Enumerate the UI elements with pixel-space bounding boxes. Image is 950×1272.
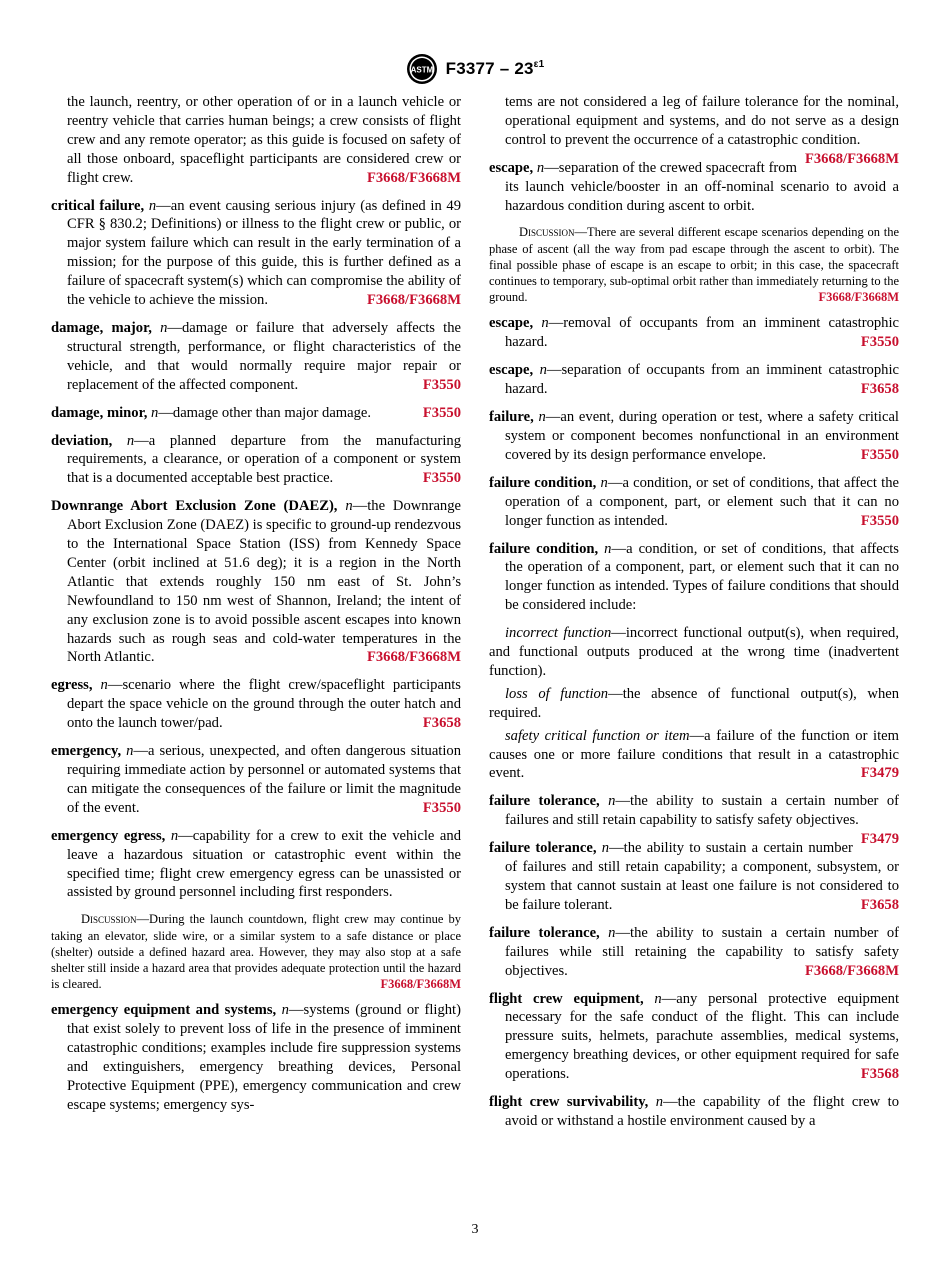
standard-reference: F3658	[422, 715, 461, 732]
term: damage, minor,	[51, 404, 148, 421]
standard-reference: F3479	[860, 831, 899, 848]
term: flight crew survivability,	[489, 1094, 649, 1111]
sub-definition: loss of function—the absence of functional output(s), when required.	[489, 685, 900, 721]
term: failure tolerance,	[489, 924, 600, 941]
definition-entry: damage, minor, n—damage other than major damage. F3550	[51, 404, 461, 421]
epsilon-mark: ε1	[533, 59, 545, 70]
standard-reference: F3550	[422, 799, 461, 816]
term: emergency,	[51, 743, 122, 760]
standard-reference: F3550	[860, 334, 899, 351]
standard-reference: F3550	[422, 470, 461, 487]
discussion-note: Discussion—There are several different escape scenarios depending on the phase of ascent (all the way from pad escape through the ascent to orbit). The final possible phase of escape is an escape to orbit; in this case, the spacecraft continues to temporary, sub-optimal orbit rather than immediately returning to the ground. F3668/F3668M	[489, 225, 899, 305]
definition-entry: damage, major, n—damage or failure that adversely affects the structural strength, performance, or flight characteristics of the vehicle, and that would normally require major repair or replacement of the affected component. F3550	[51, 319, 461, 393]
term: failure tolerance,	[489, 840, 597, 857]
definition-entry: emergency, n—a serious, unexpected, and often dangerous situation requiring immediate action by personnel or automated systems that can mitigate the consequences of the failure or limit the magnitude of the event. F3550	[51, 743, 461, 816]
definition-continuation: tems are not considered a leg of failure tolerance for the nominal, operational equipment and systems, and do not serve as a design control to prevent the occurrence of a catastrophic condition. F3668/F3668M	[505, 94, 899, 167]
discussion-note: Discussion—During the launch countdown, flight crew may continue by taking an elevator, slide wire, or a similar system to a safe distance or place (shelter) outside a defined hazard area. However, they may also stop at a safe shelter still inside a hazard area that provides adequate protection until the hazard is cleared. F3668/F3668M	[51, 912, 461, 992]
right-column	[489, 93, 899, 1140]
standard-reference: F3668/F3668M	[804, 962, 899, 979]
page-header	[0, 52, 950, 86]
definition-entry: deviation, n—a planned departure from the manufacturing requirements, a clearance, or operation of a component or system that is a documented acceptable best practice. F3550	[51, 432, 461, 487]
left-column	[51, 93, 461, 1124]
astm-logo-icon	[406, 53, 438, 85]
term: Downrange Abort Exclusion Zone (DAEZ),	[51, 498, 338, 515]
term: emergency egress,	[51, 827, 166, 844]
sub-term: loss of function	[505, 685, 609, 702]
definition-entry: critical failure, n—an event causing serious injury (as defined in 49 CFR § 830.2; Definitions) or illness to the flight crew or public, or major system failure which can result in the early termination of a mission; for the purpose of this guide, this is further defined as a failure of spacecraft system(s) which can compromise the ability of the vehicle to achieve the mission. F3668/F3668M	[51, 197, 462, 309]
standard-reference: F3668/F3668M	[366, 649, 461, 666]
standard-reference: F3658	[860, 381, 899, 398]
standard-reference: F3668/F3668M	[380, 977, 461, 992]
definition-entry: escape, n—removal of occupants from an imminent catastrophic hazard. F3550	[489, 315, 899, 351]
term: flight crew equipment,	[489, 990, 644, 1007]
term: emergency equipment and systems,	[51, 1002, 277, 1019]
standard-designation: $F3377 - 23^{\varepsilon 1}$	[445, 59, 545, 78]
term: deviation,	[51, 432, 113, 449]
term: failure,	[489, 409, 534, 426]
term: failure condition,	[489, 540, 599, 557]
sub-term: incorrect function	[505, 625, 612, 642]
standard-reference: F3668/F3668M	[366, 292, 461, 309]
definition-entry: emergency equipment and systems, n—systems (ground or flight) that exist solely to prevent loss of life in the presence of imminent catastrophic conditions; examples include fire suppression systems and extinguishers, emergency breathing devices, Personal Protective Equipment (PPE), emergency communication and crew escape systems; emergency sys-	[51, 1002, 461, 1113]
definition-entry: emergency egress, n—capability for a crew to exit the vehicle and leave a hazardous situation or catastrophic event within the specified time; flight crew emergency egress can be unassisted or assisted by ground personnel including first responders.	[51, 827, 461, 901]
standard-reference: F3550	[422, 376, 461, 393]
page-number: 3	[471, 1222, 479, 1237]
standard-reference: F3658	[860, 896, 899, 913]
standard-reference: F3668/F3668M	[818, 290, 899, 305]
term: escape,	[489, 159, 534, 176]
definition-entry: escape, n—separation of the crewed spacecraft from its launch vehicle/booster in an off-nominal scenario to avoid a hazardous condition during ascent to orbit.	[489, 159, 899, 214]
definition-entry: egress, n—scenario where the flight crew/spaceflight participants depart the space vehicle on the ground through the outer hatch and onto the launch tower/pad. F3658	[51, 677, 461, 732]
standard-reference: F3668/F3668M	[366, 169, 461, 186]
sub-definition: safety critical function or item—a failure of the function or item causes one or more failure conditions that result in a catastrophic event. F3479	[489, 727, 899, 782]
standard-reference: F3550	[860, 446, 899, 463]
term: failure tolerance,	[489, 793, 600, 810]
definition-entry: failure tolerance, n—the ability to sustain a certain number of failures and still retain capability; a component, subsystem, or system that cannot sustain at least one failure is not considered to be failure tolerant. F3658	[489, 840, 899, 913]
term: escape,	[489, 362, 534, 379]
standard-reference: F3550	[860, 512, 899, 529]
standard-reference: F3479	[860, 765, 899, 782]
definition-entry: flight crew survivability, n—the capability of the flight crew to avoid or withstand a hostile environment caused by a	[489, 1094, 899, 1129]
term: escape,	[489, 315, 534, 332]
definition-entry: Downrange Abort Exclusion Zone (DAEZ), n—the Downrange Abort Exclusion Zone (DAEZ) is specific to ground-up rendezvous to the International Space Station (ISS) from Kennedy Space Center (orbit inclined at 51.6 deg); it is a region in the North Atlantic that extends roughly 150 nm east of St. John’s Newfoundland to 150 nm west of Shannon, Ireland; the intent of any exclusion zone is to avoid possible ascent escapes into known hazards such as rough seas and cold-water temperatures in the North Atlantic. F3668/F3668M	[51, 498, 462, 666]
sub-definition: incorrect function—incorrect functional output(s), when required, and functional outputs produced at the wrong time (inadvertent function).	[489, 625, 899, 679]
definition-entry: failure tolerance, n—the ability to sustain a certain number of failures while still retaining the capability to satisfy safety objectives. F3668/F3668M	[489, 924, 899, 979]
term: egress,	[51, 677, 93, 694]
definition-entry: failure condition, n—a condition, or set of conditions, that affects the operation of a component, part, or element such that it can no longer function as intended. Types of failure conditions that should be considered include:	[489, 540, 899, 614]
definition-entry: escape, n—separation of occupants from an imminent catastrophic hazard. F3658	[489, 362, 899, 398]
definition-continuation: the launch, reentry, or other operation of or in a launch vehicle or reentry vehicle that carries human beings; a crew consists of flight crew and any remote operator; as this guide is focused on safety of all those onboard, spaceflight participants are considered crew or flight crew. F3668/F3668M	[67, 94, 461, 186]
definition-entry: flight crew equipment, n—any personal protective equipment necessary for the safe conduct of the flight. This can include pressure suits, helmets, parachute assemblies, medical systems, emergency breathing devices, or other equipment required for safe operations. F3568	[489, 990, 899, 1083]
term: critical failure,	[51, 197, 145, 214]
standard-reference: F3550	[422, 404, 461, 421]
standard-reference: F3568	[860, 1066, 899, 1083]
sub-term: safety critical function or item	[505, 727, 690, 744]
logo-text: ASTM	[410, 65, 433, 75]
term: damage, major,	[51, 319, 152, 336]
definition-entry: failure, n—an event, during operation or test, where a safety critical system or component becomes nonfunctional in an environment covered by its design performance envelope. F3550	[489, 409, 899, 463]
definition-entry: failure condition, n—a condition, or set of conditions, that affect the operation of a component, part, or element such that it can no longer function as intended. F3550	[489, 474, 899, 529]
definition-entry: failure tolerance, n—the ability to sustain a certain number of failures and still retain capability to satisfy safety objectives. F3479	[489, 793, 899, 848]
standard-reference: F3668/F3668M	[804, 150, 899, 167]
term: failure condition,	[489, 474, 597, 491]
